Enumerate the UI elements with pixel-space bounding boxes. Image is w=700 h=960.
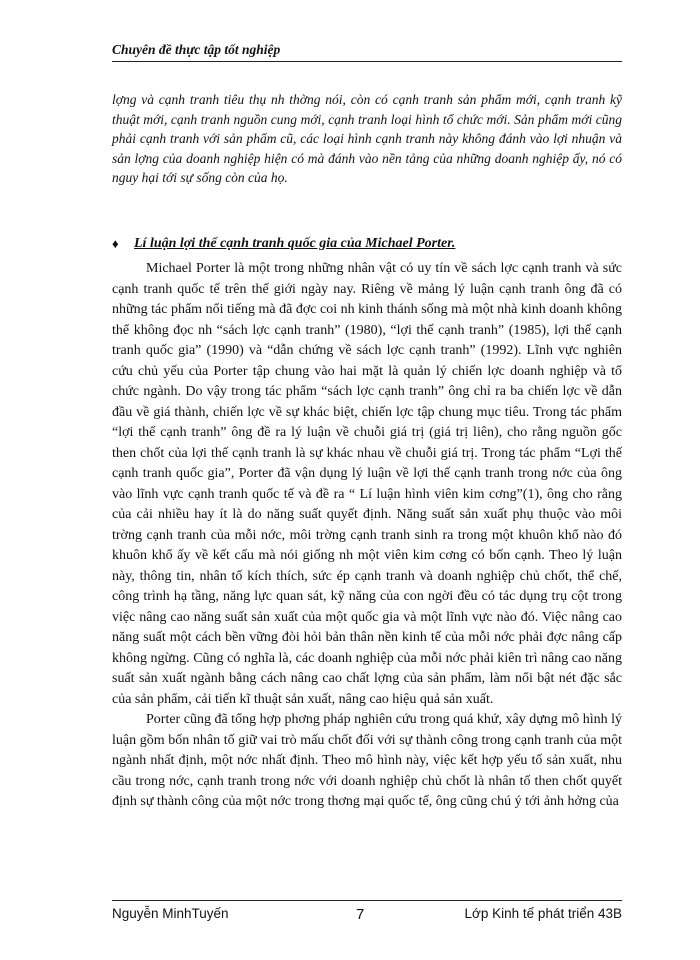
page-footer xyxy=(112,906,622,928)
body-paragraph-2: Porter cũng đã tổng hợp phơng pháp nghiên cứu trong quá khứ, xây dựng mô hình lý luận gồm bốn nhân tố giữ vai trò mấu chốt đối với sự thành công trong cạnh tranh của một ngành nhất định, một nớc nhất định. Theo mô hình này, việc kết hợp yếu tố sản xuất, nhu cầu trong nớc, cạnh tranh trong nớc với doanh nghiệp chủ chốt là nhân tố then chốt quyết định sự thành công của một nớc trong thơng mại quốc tế, ông cũng chú ý tới ảnh hởng của xyxy=(112,712,622,809)
footer-rule xyxy=(112,900,622,901)
section-heading-text: Lí luận lợi thế cạnh tranh quốc gia của Michael Porter. xyxy=(134,236,456,251)
footer-author: Nguyễn MinhTuyến xyxy=(112,906,229,921)
diamond-bullet-icon: ♦ xyxy=(112,236,119,251)
body-paragraph-1: Michael Porter là một trong những nhân vật có uy tín về sách lợc cạnh tranh và sức cạnh tranh quốc tế trên thế giới ngày nay. Riêng về mảng lý luận cạnh tranh ông đã có những tác phẩm nổi tiếng mà đã đợc coi nh kinh thánh sống mà một nhà kinh doanh không thể không đọc nh “sách lợc cạnh tranh” (1980), “lợi thế cạnh tranh” (1985), lợi thế cạnh tranh quốc gia” (1990) và “dẫn chứng về sách lợc cạnh tranh” (1992). Lĩnh vực nghiên cứu chủ yếu của Porter tập chung vào hai mặt là quản lý chiến lợc doanh nghiệp và tổ chức ngành. Do vậy trong tác phẩm “sách lợc cạnh tranh” ông chỉ ra ba chiến lợc về dẫn đầu về giá thành, chiến lợc về sự khác biệt, chiến lợc tập chung mục tiêu. Trong tác phẩm “lợi thế cạnh tranh” ông đề ra lý luận về chuỗi giá trị (giá trị liên), cho rằng nguồn gốc then chốt của lợi thế cạnh tranh là sự khác nhau về chuỗi giá trị. Trong tác phẩm “Lợi thế cạnh tranh quốc gia”, Porter đã vận dụng lý luận về lợi thế cạnh tranh trong nớc của ông vào lĩnh vực cạnh tranh quốc tế và đề ra “ Lí luận hình viên kim cơng”(1), ông cho rằng của cải nhiều hay ít là do năng suất quyết định. Năng suất sản xuất phụ thuộc vào môi trờng cạnh tranh của mỗi nớc, môi trờng cạnh tranh sinh ra trong một khuôn khổ nào đó khuôn khổ ấy về kết cấu mà nói giống nh một viên kim cơng có bốn cạnh. Theo lý luận này, thông tin, nhân tố kích thích, sức ép cạnh tranh và doanh nghiệp chủ chốt, thể chế, công trình hạ tầng, năng lực quan sát, kỹ năng của con ngời đều có tác dụng trụ cột trong việc nâng cao năng suất sản xuất của một quốc gia và một lĩnh vực nào đó. Việc nâng cao năng suất một cách bền vững đòi hỏi bản thân nền kinh tế của mỗi nớc phải đợc nâng cấp không ngừng. Cũng có nghĩa là, các doanh nghiệp của mỗi nớc phải kiên trì nâng cao năng suất sản xuất ngành bằng cách nâng cao chất lợng của sản phẩm, làm nổi bật nét đặc sắc của sản phẩm, cải tiến kĩ thuật sản xuất, nâng cao hiệu quả sản xuất. xyxy=(112,261,622,707)
intro-paragraph: lợng và cạnh tranh tiêu thụ nh thờng nói, còn có cạnh tranh sản phẩm mới, cạnh tranh kỹ thuật mới, cạnh tranh nguồn cung mới, cạnh tranh loại hình tổ chức mới. Sản phẩm mới cũng phải cạnh tranh với sản phẩm cũ, các loại hình cạnh tranh này không đánh vào lợi nhuận và sản lợng của doanh nghiệp hiện có mà đánh vào nền tảng của những doanh nghiệp ấy, nó có nguy hại tới sự sống còn của họ. xyxy=(112,92,622,186)
section-heading xyxy=(112,236,622,258)
page-header xyxy=(112,42,622,62)
body-text xyxy=(112,259,622,813)
header-title: Chuyên đề thực tập tốt nghiệp xyxy=(112,42,281,57)
footer-class-name: Lớp Kinh tế phát triển 43B xyxy=(464,906,622,921)
page-number: 7 xyxy=(356,906,365,923)
header-rule xyxy=(112,61,622,62)
